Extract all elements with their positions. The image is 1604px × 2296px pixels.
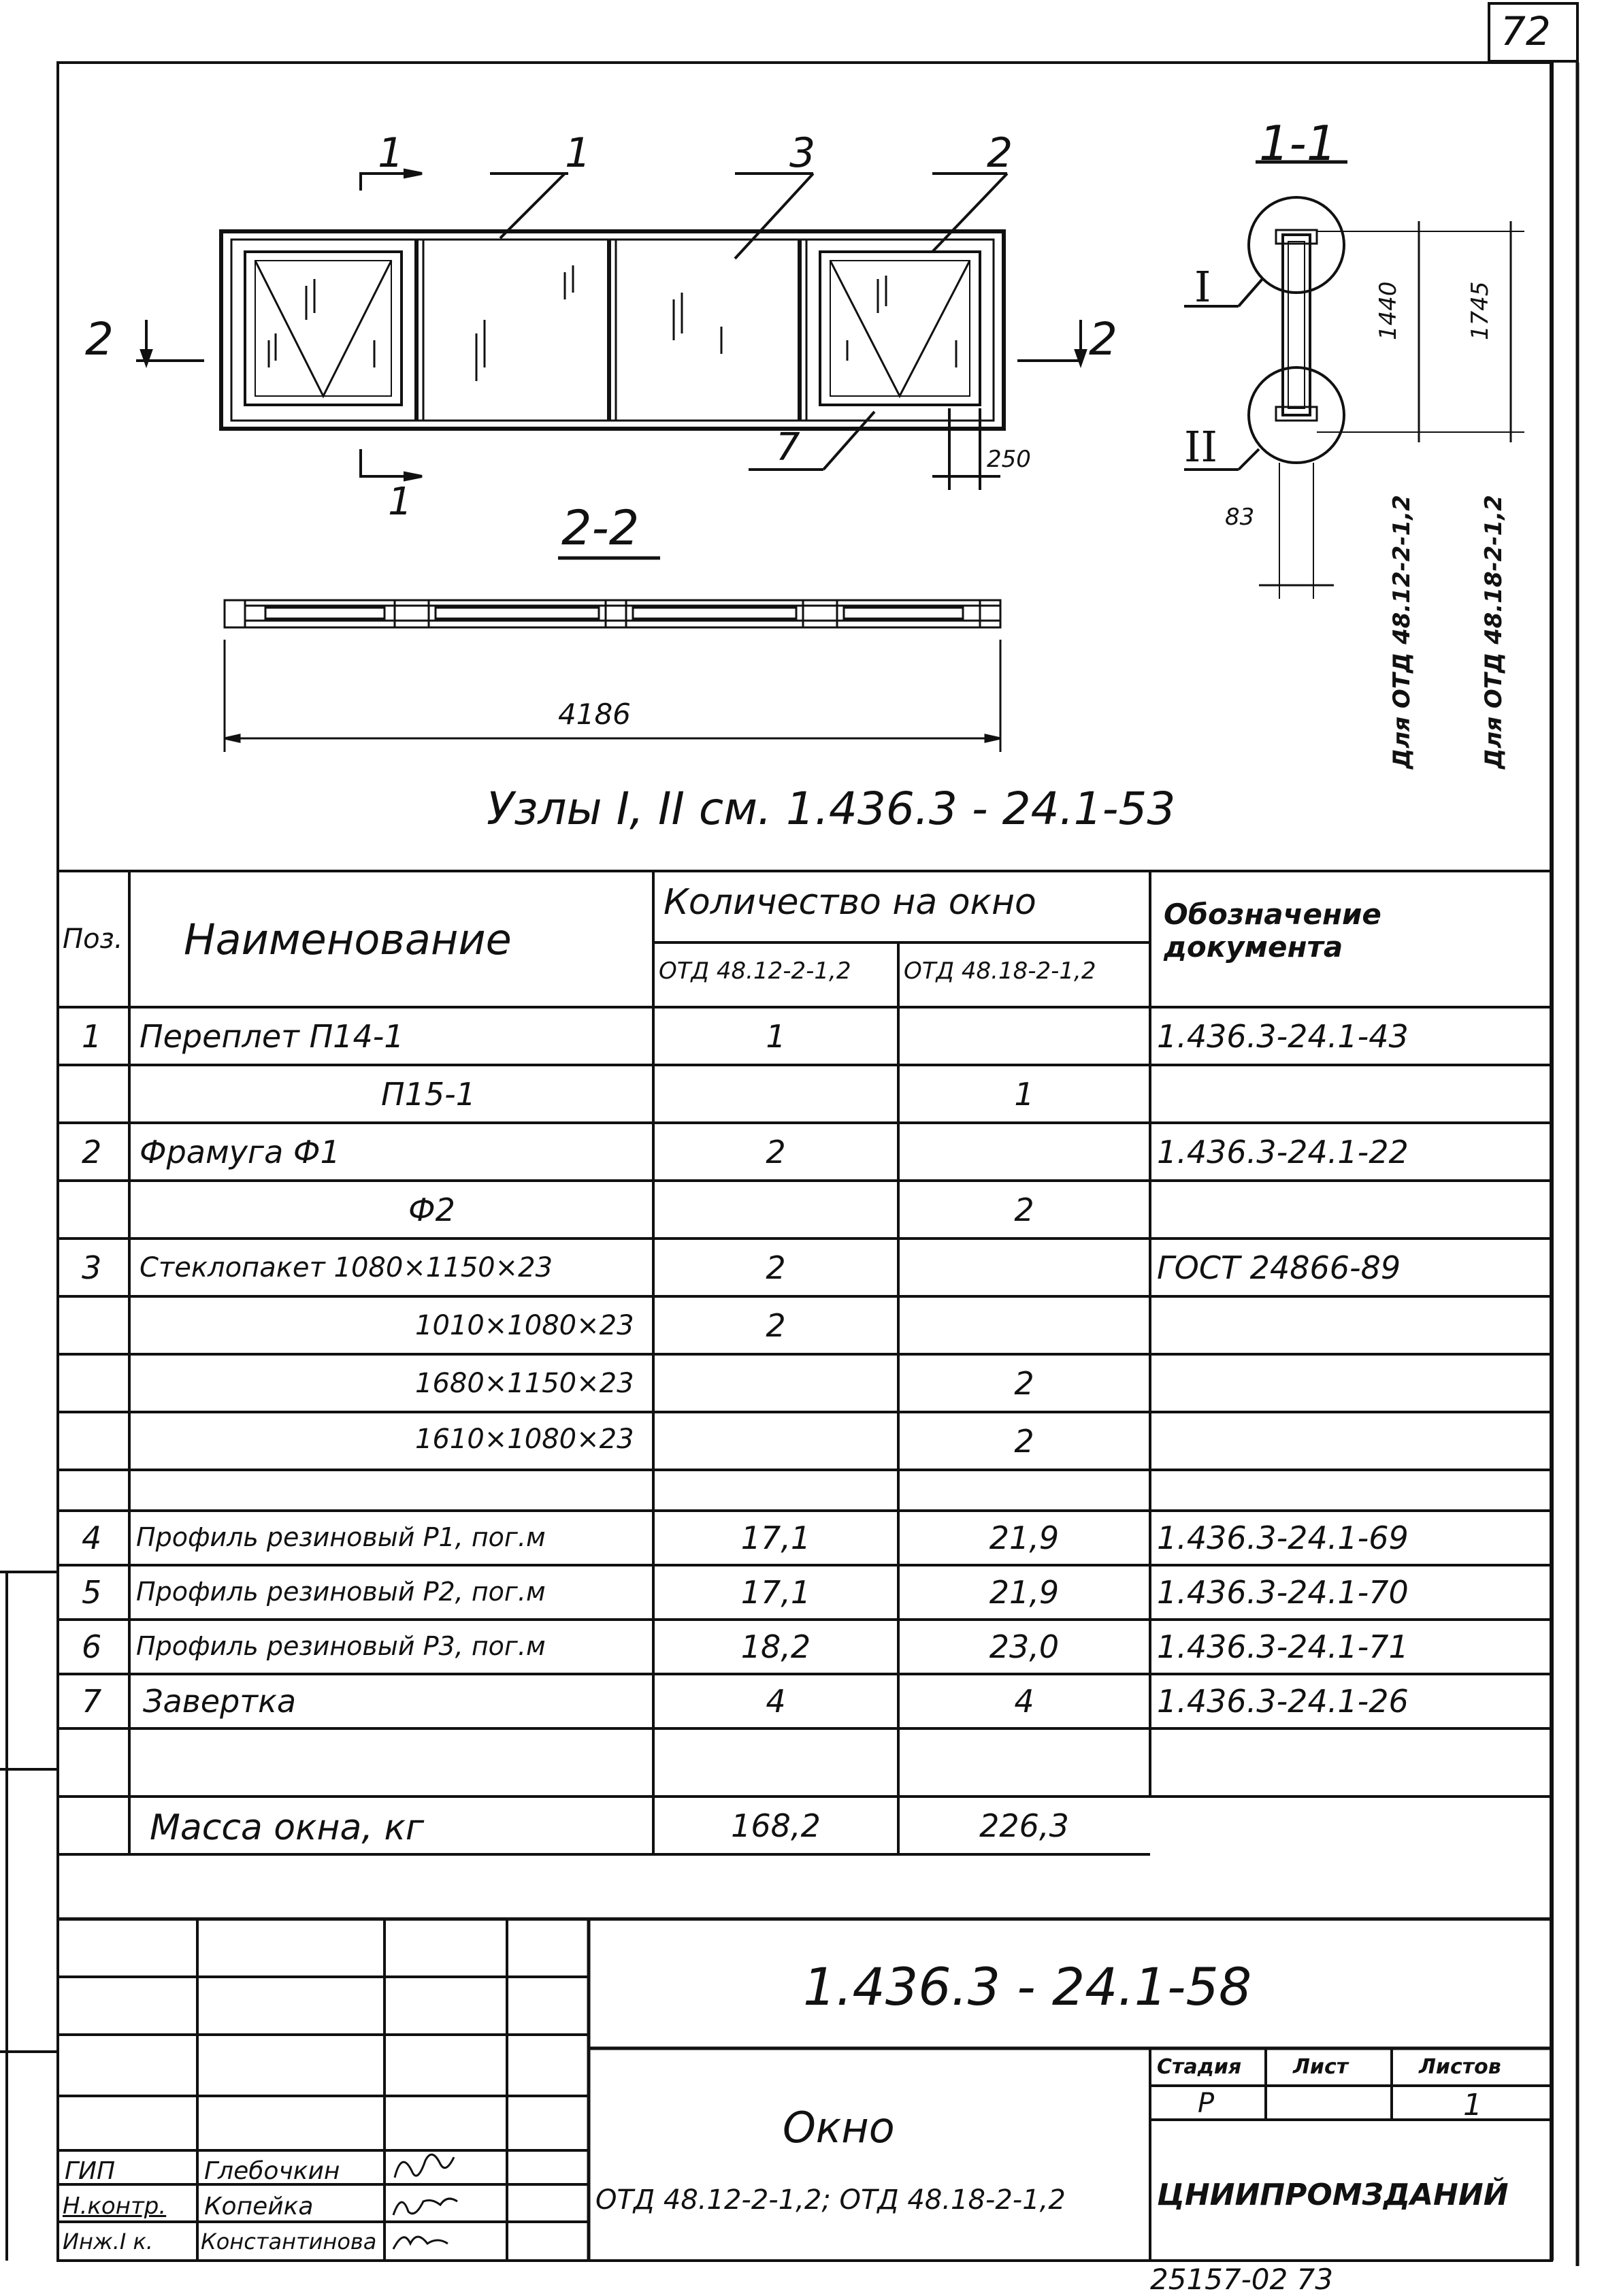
dim-1440: 1440 [1375, 281, 1402, 340]
row-qty-b: 23,0 [989, 1628, 1060, 1665]
row-qty-a: 17,1 [740, 1574, 811, 1611]
callout-1a: 1 [378, 129, 404, 177]
row-name: П15-1 [381, 1076, 476, 1113]
node-1-label: I [1194, 262, 1211, 312]
header-qty-b: ОТД 48.18-2-1,2 [904, 957, 1096, 985]
row-name: Переплет П14-1 [140, 1018, 404, 1055]
organization: ЦНИИПРОМЗДАНИЙ [1157, 2178, 1509, 2212]
row-doc: 1.436.3-24.1-43 [1157, 1018, 1409, 1055]
row-qty-a: 2 [766, 1249, 786, 1286]
signer-role: Инж.I к. [63, 2229, 153, 2254]
stage-label: Стадия [1157, 2055, 1242, 2079]
row-name: 1610×1080×23 [415, 1424, 634, 1455]
nodes-note: Узлы I, II см. 1.436.3 - 24.1-53 [487, 783, 1176, 835]
row-pos: 2 [82, 1134, 102, 1170]
drawing-subtitle: ОТД 48.12-2-1,2; ОТД 48.18-2-1,2 [595, 2184, 1066, 2216]
section-mark-left: 2 [85, 313, 114, 365]
window-elevation [136, 170, 1085, 490]
dim-83: 83 [1225, 504, 1255, 531]
row-pos: 6 [82, 1628, 102, 1665]
row-pos: 4 [82, 1520, 102, 1556]
signer-name: Константинова [201, 2229, 377, 2254]
mass-label: Масса окна, кг [150, 1807, 425, 1848]
section-mark-bottom: 1 [388, 480, 412, 524]
row-doc: 1.436.3-24.1-70 [1157, 1574, 1409, 1611]
row-qty-b: 4 [1014, 1683, 1034, 1720]
header-name: Наименование [184, 915, 512, 964]
signer-name: Глебочкин [204, 2157, 340, 2185]
row-qty-b: 1 [1014, 1076, 1034, 1113]
row-doc: 1.436.3-24.1-22 [1157, 1134, 1409, 1170]
row-qty-b: 21,9 [989, 1520, 1060, 1556]
section-1-1 [1184, 162, 1524, 599]
callout-1b: 1 [565, 129, 591, 177]
signer-name: Копейка [204, 2193, 314, 2220]
sheets-label: Листов [1419, 2055, 1501, 2079]
row-qty-a: 2 [766, 1134, 786, 1170]
mass-qty-b: 226,3 [979, 1807, 1069, 1844]
row-qty-b: 2 [1014, 1423, 1034, 1460]
vertical-label-b: Для ОТД 48.18-2-1,2 [1480, 495, 1507, 769]
dim-4186: 4186 [558, 698, 631, 731]
row-name: 1680×1150×23 [415, 1368, 634, 1399]
callout-3: 3 [789, 129, 816, 177]
section-title-2-2: 2-2 [561, 500, 640, 556]
dim-1745: 1745 [1467, 281, 1494, 340]
callout-2: 2 [987, 129, 1013, 177]
row-name: Фрамуга Ф1 [140, 1134, 340, 1170]
row-name: 1010×1080×23 [415, 1310, 634, 1341]
header-pos: Поз. [63, 923, 123, 955]
signer-role: ГИП [65, 2157, 116, 2185]
row-qty-b: 2 [1014, 1192, 1034, 1228]
row-doc: 1.436.3-24.1-26 [1157, 1683, 1409, 1720]
row-name: Профиль резиновый Р2, пог.м [136, 1577, 546, 1607]
dim-250: 250 [987, 446, 1031, 473]
bottom-stamp: 25157-02 73 [1150, 2263, 1334, 2296]
section-title-1-1: 1-1 [1259, 116, 1337, 171]
sheet-label: Лист [1293, 2055, 1349, 2079]
row-name: Профиль резиновый Р1, пог.м [136, 1522, 546, 1552]
row-qty-a: 2 [766, 1307, 786, 1344]
row-qty-a: 17,1 [740, 1520, 811, 1556]
row-name: Стеклопакет 1080×1150×23 [140, 1252, 553, 1283]
signer-role: Н.контр. [63, 2193, 167, 2220]
section-mark-right: 2 [1089, 313, 1117, 365]
row-pos: 3 [82, 1249, 102, 1286]
header-qty-a: ОТД 48.12-2-1,2 [659, 957, 851, 985]
row-doc: 1.436.3-24.1-69 [1157, 1520, 1409, 1556]
row-doc: ГОСТ 24866-89 [1157, 1249, 1401, 1286]
row-qty-b: 2 [1014, 1365, 1034, 1402]
row-doc: 1.436.3-24.1-71 [1157, 1628, 1409, 1665]
stage-value: Р [1198, 2088, 1215, 2119]
designation: 1.436.3 - 24.1-58 [803, 1956, 1252, 2017]
row-name: Профиль резиновый Р3, пог.м [136, 1631, 546, 1661]
node-2-label: II [1184, 422, 1217, 472]
callout-7: 7 [776, 425, 800, 470]
mass-qty-a: 168,2 [731, 1807, 821, 1844]
row-qty-a: 18,2 [740, 1628, 811, 1665]
row-pos: 1 [82, 1018, 102, 1055]
row-qty-a: 4 [766, 1683, 786, 1720]
header-doc: Обозначение документа [1164, 898, 1381, 964]
sheets-value: 1 [1463, 2088, 1482, 2122]
row-name: Завертка [143, 1683, 297, 1720]
vertical-label-a: Для ОТД 48.12-2-1,2 [1388, 495, 1415, 769]
row-qty-a: 1 [766, 1018, 786, 1055]
header-qty: Количество на окно [664, 882, 1036, 923]
row-qty-b: 21,9 [989, 1574, 1060, 1611]
row-name: Ф2 [408, 1192, 455, 1228]
row-pos: 7 [82, 1683, 102, 1720]
drawing-title: Окно [783, 2103, 895, 2152]
row-pos: 5 [82, 1574, 102, 1611]
sheet-number-top: 72 [1501, 8, 1551, 54]
